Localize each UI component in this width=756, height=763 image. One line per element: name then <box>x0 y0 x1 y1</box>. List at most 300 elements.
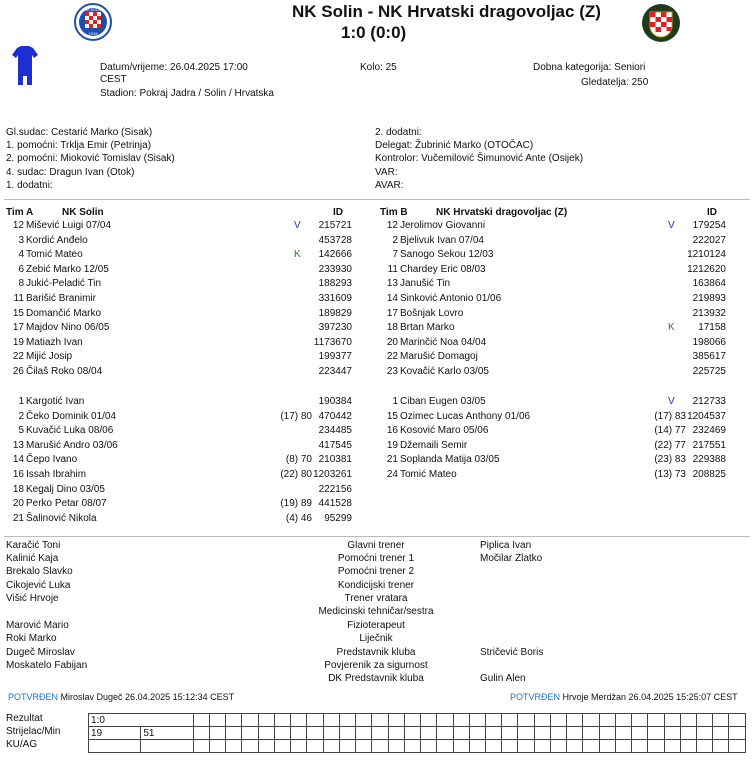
round: Kolo: 25 <box>360 62 397 73</box>
summary-cell <box>550 740 566 753</box>
team-a-id-header: ID <box>333 207 343 218</box>
player-number: 20 <box>386 336 398 348</box>
player-row <box>0 410 370 425</box>
player-row <box>0 424 370 439</box>
player-row <box>374 292 744 307</box>
summary-cell <box>697 727 713 740</box>
staff-home-name: Brekalo Slavko <box>6 566 73 577</box>
player-number: 6 <box>18 263 24 275</box>
result-cell: 1:0 <box>89 714 194 727</box>
summary-cell <box>648 740 664 753</box>
team-b-id-header: ID <box>707 207 717 218</box>
player-number: 15 <box>386 410 398 422</box>
scorer-number-cell: 19 <box>89 727 141 740</box>
summary-cell <box>339 727 355 740</box>
summary-cell <box>518 740 534 753</box>
datetime: Datum/vrijeme: 26.04.2025 17:00 <box>100 62 248 73</box>
fourth-official: 4. sudac: Dragun Ivan (Otok) <box>6 167 135 178</box>
staff-home-name: Roki Marko <box>6 633 57 644</box>
player-number: 13 <box>12 439 24 451</box>
summary-cell <box>697 714 713 727</box>
summary-cell <box>258 740 274 753</box>
jersey-icon <box>12 46 38 86</box>
away-confirmation <box>510 692 738 702</box>
player-number: 22 <box>386 351 398 363</box>
player-number: 5 <box>18 425 24 437</box>
summary-cell <box>291 740 307 753</box>
staff-role: Glavni trener <box>347 540 405 551</box>
staff-role: Liječnik <box>359 633 393 644</box>
player-name: Tomić Mateo <box>26 249 83 261</box>
player-row <box>374 453 744 468</box>
scorer-label: Strijelac/Min <box>6 726 61 737</box>
player-row <box>374 277 744 292</box>
summary-cell <box>307 714 323 727</box>
summary-cell <box>209 714 225 727</box>
referee: Gl.sudac: Cestarić Marko (Sisak) <box>6 127 153 138</box>
player-number: 12 <box>386 220 398 231</box>
player-id: 210381 <box>318 454 352 466</box>
summary-cell <box>567 740 583 753</box>
player-number: 17 <box>386 307 398 319</box>
player-id: 229388 <box>692 454 726 466</box>
player-id: 179254 <box>692 220 726 231</box>
player-id: 198066 <box>692 336 726 348</box>
player-name: Perko Petar 08/07 <box>26 498 107 510</box>
summary-cell <box>615 714 631 727</box>
summary-cell <box>323 727 339 740</box>
summary-cell <box>242 740 258 753</box>
match-score: 1:0 (0:0) <box>341 23 407 42</box>
player-name: Janušić Tin <box>400 278 451 290</box>
player-number: 19 <box>386 439 398 451</box>
summary-cell <box>550 727 566 740</box>
summary-cell <box>372 740 388 753</box>
player-id: 225725 <box>692 366 726 377</box>
player-row <box>374 234 744 249</box>
player-row <box>0 453 370 468</box>
player-name: Chardey Eric 08/03 <box>400 263 486 275</box>
staff-role: Predstavnik kluba <box>336 647 416 658</box>
title-separator: - <box>362 2 378 21</box>
summary-cell <box>242 714 258 727</box>
staff-away-name: Piplica Ivan <box>480 540 532 551</box>
player-row <box>374 307 744 322</box>
summary-cell <box>323 714 339 727</box>
player-id: 190384 <box>318 396 352 407</box>
player-row <box>0 277 370 292</box>
summary-cell <box>680 714 696 727</box>
summary-cell <box>583 740 599 753</box>
additional-referee-1: 1. dodatni: <box>6 180 53 191</box>
summary-cell <box>664 714 680 727</box>
captain-badge: K <box>294 249 301 261</box>
player-number: 21 <box>12 512 24 524</box>
home-team-title: NK Solin <box>292 2 363 21</box>
age-category: Dobna kategorija: Seniori <box>533 62 646 73</box>
summary-cell <box>567 714 583 727</box>
player-row <box>374 336 744 351</box>
summary-cell <box>339 714 355 727</box>
summary-cell <box>729 740 746 753</box>
player-id: 217551 <box>692 439 726 451</box>
player-number: 14 <box>12 454 24 466</box>
player-name: Bošnjak Lovro <box>400 307 464 319</box>
player-id: 385617 <box>692 351 726 363</box>
summary-cell <box>680 740 696 753</box>
player-id: 189829 <box>318 307 352 319</box>
summary-cell <box>550 714 566 727</box>
summary-cell <box>469 727 485 740</box>
player-id: 188293 <box>318 278 352 290</box>
nk-solin-logo <box>73 2 113 42</box>
summary-cell <box>141 740 193 753</box>
summary-cell <box>291 714 307 727</box>
player-id: 470442 <box>318 410 352 422</box>
staff-away-name: Gulin Alen <box>480 673 526 684</box>
substitution-minutes: (19) 89 <box>280 498 312 510</box>
staff-home-name: Karačić Toni <box>6 540 61 551</box>
captain-badge: K <box>668 322 675 334</box>
summary-cell <box>713 727 729 740</box>
summary-cell <box>193 740 209 753</box>
staff-home-name: Višić Hrvoje <box>6 593 59 604</box>
player-row <box>374 321 744 336</box>
player-number: 18 <box>386 322 398 334</box>
summary-cell <box>485 714 501 727</box>
player-id: 222027 <box>692 234 726 246</box>
summary-cell <box>274 714 290 727</box>
player-id: 1210124 <box>687 249 726 261</box>
player-id: 163864 <box>692 278 726 290</box>
staff-role: DK Predstavnik kluba <box>328 673 424 684</box>
player-row <box>374 248 744 263</box>
player-id: 1173670 <box>313 336 352 348</box>
summary-cell <box>258 714 274 727</box>
summary-cell <box>226 714 242 727</box>
summary-cell <box>388 727 404 740</box>
summary-cell <box>291 727 307 740</box>
substitution-minutes: (17) 83 <box>654 410 686 422</box>
summary-cell <box>502 740 518 753</box>
summary-cell <box>404 727 420 740</box>
staff-home-name: Marović Mario <box>6 620 69 631</box>
staff-home-name: Kalinić Kaja <box>6 553 59 564</box>
player-row <box>0 248 370 263</box>
player-row <box>0 512 370 527</box>
summary-cell <box>599 727 615 740</box>
goalkeeper-badge: V <box>668 396 675 407</box>
summary-cell <box>421 740 437 753</box>
delegate: Delegat: Žubrinić Marko (OTOČAC) <box>375 140 534 151</box>
summary-cell <box>209 727 225 740</box>
summary-cell <box>226 727 242 740</box>
player-name: Majdov Nino 06/05 <box>26 322 110 334</box>
summary-cell <box>485 740 501 753</box>
summary-cell <box>437 714 453 727</box>
substitution-minutes: (23) 83 <box>654 454 686 466</box>
summary-cell <box>388 740 404 753</box>
summary-cell <box>258 727 274 740</box>
summary-cell <box>421 727 437 740</box>
player-name: Issah Ibrahim <box>26 469 87 480</box>
summary-cell <box>648 714 664 727</box>
player-id: 142666 <box>318 249 352 261</box>
summary-cell <box>632 714 648 727</box>
player-id: 222156 <box>318 483 352 495</box>
player-name: Kovačić Karlo 03/05 <box>400 366 489 377</box>
player-row <box>0 468 370 483</box>
player-number: 3 <box>18 234 24 246</box>
player-name: Šalinović Nikola <box>26 512 97 524</box>
staff-role: Medicinski tehničar/sestra <box>318 606 434 617</box>
player-number: 23 <box>386 366 398 377</box>
summary-cell <box>274 740 290 753</box>
player-name: Čepo Ivano <box>26 454 78 466</box>
player-number: 20 <box>12 498 24 510</box>
away-confirm-text: Hrvoje Merdžan 26.04.2025 15:25:07 CEST <box>562 692 738 702</box>
player-number: 4 <box>18 249 24 261</box>
summary-cell <box>534 740 550 753</box>
substitution-minutes: (17) 80 <box>280 410 312 422</box>
match-title <box>292 2 601 22</box>
substitution-minutes: (8) 70 <box>285 454 312 466</box>
summary-cell <box>534 714 550 727</box>
player-name: Barišić Branimir <box>26 293 97 304</box>
player-number: 15 <box>12 307 24 319</box>
player-name: Ciban Eugen 03/05 <box>400 396 486 407</box>
summary-row <box>89 740 746 753</box>
summary-cell <box>307 727 323 740</box>
staff-home-name: Moskatelo Fabijan <box>6 660 88 671</box>
player-number: 8 <box>18 278 24 290</box>
staff-role: Fizioterapeut <box>347 620 405 631</box>
summary-cell <box>502 714 518 727</box>
player-number: 12 <box>12 220 24 231</box>
scorer-minute-cell: 51 <box>141 727 193 740</box>
avar-official: AVAR: <box>375 180 404 191</box>
summary-cell <box>664 727 680 740</box>
player-id: 417545 <box>318 439 352 451</box>
summary-cell <box>632 740 648 753</box>
summary-cell <box>713 714 729 727</box>
home-logo-text: NK SOLIN <box>84 8 102 12</box>
summary-cell <box>372 727 388 740</box>
summary-cell <box>372 714 388 727</box>
player-name: Džemaili Semir <box>400 439 468 451</box>
player-id: 1212620 <box>687 263 726 275</box>
player-name: Sinković Antonio 01/06 <box>400 293 502 304</box>
player-name: Ozimec Lucas Anthony 01/06 <box>400 410 531 422</box>
timezone: CEST <box>100 74 127 85</box>
player-name: Čilaš Roko 08/04 <box>26 366 103 377</box>
summary-cell <box>599 740 615 753</box>
summary-cell <box>632 727 648 740</box>
player-number: 26 <box>12 366 24 377</box>
player-id: 232469 <box>692 425 726 437</box>
spectators: Gledatelja: 250 <box>581 77 649 88</box>
player-name: Marušić Andro 03/06 <box>26 439 118 451</box>
summary-cell <box>615 727 631 740</box>
staff-role: Trener vratara <box>344 593 408 604</box>
divider <box>4 536 750 537</box>
summary-cell <box>648 727 664 740</box>
team-a-label: Tim A <box>6 207 34 218</box>
player-row <box>0 439 370 454</box>
player-name: Jukić-Peladić Tin <box>26 278 102 290</box>
summary-cell <box>209 740 225 753</box>
player-row <box>0 483 370 498</box>
player-row <box>0 395 370 410</box>
player-row <box>374 395 744 410</box>
player-name: Soplanda Matija 03/05 <box>400 454 500 466</box>
summary-cell <box>388 714 404 727</box>
player-number: 2 <box>392 234 398 246</box>
player-number: 14 <box>386 293 398 304</box>
player-id: 219893 <box>692 293 726 304</box>
goalkeeper-badge: V <box>668 220 675 231</box>
player-name: Marušić Domagoj <box>400 351 478 363</box>
summary-cell <box>583 727 599 740</box>
summary-cell <box>615 740 631 753</box>
stadium: Stadion: Pokraj Jadra / Solin / Hrvatska <box>100 88 274 99</box>
player-id: 17158 <box>698 322 726 334</box>
player-name: Marinčić Noa 04/04 <box>400 336 487 348</box>
summary-cell <box>437 740 453 753</box>
summary-cell <box>664 740 680 753</box>
staff-away-name: Stričević Boris <box>480 647 544 658</box>
player-row <box>0 234 370 249</box>
player-number: 2 <box>18 410 24 422</box>
substitution-minutes: (14) 77 <box>654 425 686 437</box>
summary-cell <box>404 714 420 727</box>
player-row <box>374 424 744 439</box>
staff-role: Pomoćni trener 1 <box>337 553 415 564</box>
assistant-referee-2: 2. pomoćni: Mioković Tomislav (Sisak) <box>6 153 175 164</box>
summary-cell <box>485 727 501 740</box>
additional-referee-2: 2. dodatni: <box>375 127 422 138</box>
player-number: 17 <box>12 322 24 334</box>
player-id: 215721 <box>318 220 352 231</box>
player-number: 18 <box>12 483 24 495</box>
divider <box>4 199 750 200</box>
player-id: 212733 <box>692 396 726 407</box>
summary-cell <box>323 740 339 753</box>
player-row <box>0 497 370 512</box>
team-a-name: NK Solin <box>62 207 104 218</box>
player-id: 233930 <box>318 263 352 275</box>
goalkeeper-badge: V <box>294 220 301 231</box>
player-id: 441528 <box>318 498 352 510</box>
player-name: Kuvačić Luka 08/06 <box>26 425 114 437</box>
confirm-label: POTVRĐEN <box>8 692 59 702</box>
player-row <box>0 336 370 351</box>
summary-cell <box>518 714 534 727</box>
team-b-label: Tim B <box>380 207 408 218</box>
summary-cell <box>453 714 469 727</box>
player-name: Mijić Josip <box>26 351 73 363</box>
player-row <box>0 263 370 278</box>
result-label: Rezultat <box>6 713 43 724</box>
player-id: 223447 <box>318 366 352 377</box>
controller: Kontrolor: Vučemilović Šimunović Ante (Osijek) <box>375 153 584 164</box>
summary-cell <box>502 727 518 740</box>
player-number: 19 <box>12 336 24 348</box>
player-id: 1203261 <box>313 469 352 480</box>
summary-cell <box>193 714 209 727</box>
summary-cell <box>356 714 372 727</box>
player-row <box>374 219 744 234</box>
summary-cell <box>583 714 599 727</box>
substitution-minutes: (4) 46 <box>285 512 312 524</box>
hrvatski-dragovoljac-logo <box>641 2 681 44</box>
summary-cell <box>680 727 696 740</box>
player-name: Kegalj Dino 03/05 <box>26 483 105 495</box>
summary-cell <box>469 740 485 753</box>
player-name: Matiazh Ivan <box>26 336 83 348</box>
player-number: 24 <box>386 469 398 480</box>
player-row <box>0 350 370 365</box>
player-row <box>0 219 370 234</box>
team-b-name: NK Hrvatski dragovoljac (Z) <box>436 207 568 218</box>
player-id: 199377 <box>318 351 352 363</box>
player-id: 453728 <box>318 234 352 246</box>
confirm-label: POTVRĐEN <box>510 692 561 702</box>
player-row <box>0 365 370 380</box>
summary-cell <box>453 740 469 753</box>
summary-cell <box>599 714 615 727</box>
player-number: 1 <box>18 396 24 407</box>
player-number: 11 <box>387 263 398 275</box>
summary-cell <box>534 727 550 740</box>
player-number: 22 <box>12 351 24 363</box>
player-number: 11 <box>13 293 24 304</box>
player-id: 1204537 <box>687 410 726 422</box>
player-name: Mišević Luigi 07/04 <box>26 220 112 231</box>
home-confirmation <box>8 692 234 702</box>
home-logo-year: 1919 <box>88 31 98 36</box>
player-name: Sanogo Sekou 12/03 <box>400 249 494 261</box>
player-number: 1 <box>392 396 398 407</box>
summary-cell <box>518 727 534 740</box>
summary-row <box>89 727 746 740</box>
away-team-title: NK Hrvatski dragovoljac (Z) <box>377 2 601 21</box>
summary-cell <box>697 740 713 753</box>
player-name: Kargotić Ivan <box>26 396 85 407</box>
assistant-referee-1: 1. pomoćni: Trklja Emir (Petrinja) <box>6 140 152 151</box>
player-id: 397230 <box>318 322 352 334</box>
player-row <box>0 292 370 307</box>
player-row <box>0 307 370 322</box>
player-number: 7 <box>392 249 398 261</box>
summary-row <box>89 714 746 727</box>
summary-cell <box>437 727 453 740</box>
player-number: 16 <box>12 469 24 480</box>
summary-cell <box>567 727 583 740</box>
summary-cell <box>89 740 141 753</box>
summary-cell <box>404 740 420 753</box>
player-id: 234485 <box>318 425 352 437</box>
player-id: 331609 <box>318 293 352 304</box>
staff-away-name: Močilar Zlatko <box>480 553 543 564</box>
summary-cell <box>226 740 242 753</box>
staff-home-name: Dugeč Miroslav <box>6 647 75 658</box>
player-name: Kosović Maro 05/06 <box>400 425 489 437</box>
staff-role: Povjerenik za sigurnost <box>324 660 428 671</box>
summary-cell <box>242 727 258 740</box>
player-name: Jerolimov Giovanni <box>400 220 486 231</box>
substitution-minutes: (22) 77 <box>654 439 686 451</box>
